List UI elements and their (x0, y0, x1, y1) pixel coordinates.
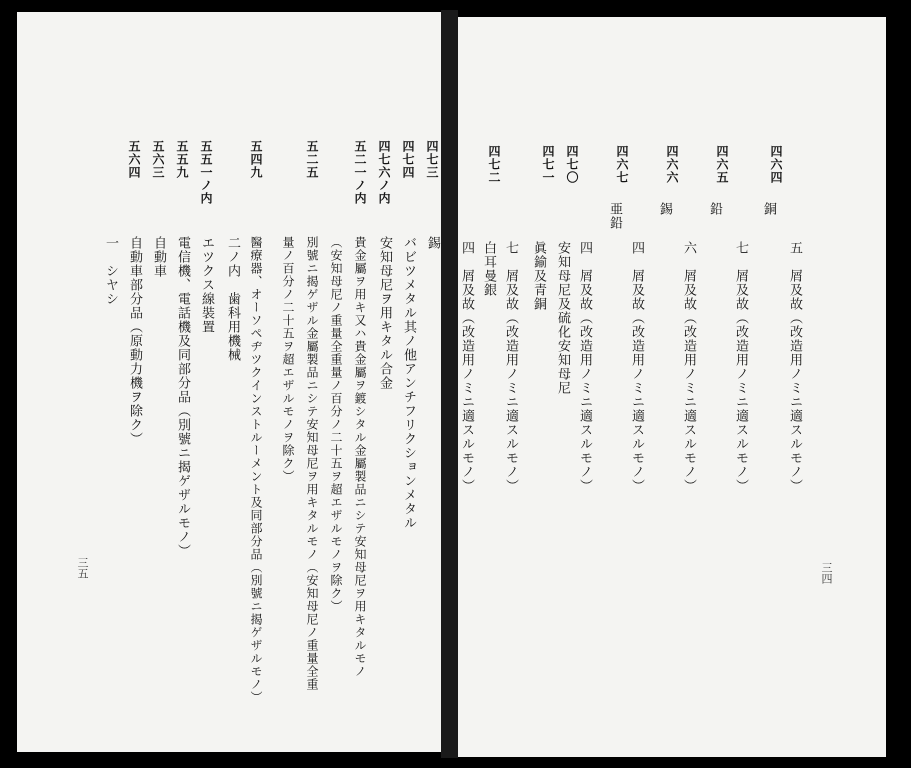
entry-text: 貴金屬ヲ用キ又ハ貴金屬ヲ鍍シタル金屬製品ニシテ安知母尼ヲ用キタルモノ (353, 236, 367, 678)
entry-text: （安知母尼ノ重量全重量ノ百分ノ二十五ヲ超エザルモノヲ除ク） (329, 236, 343, 613)
entry-text: 二ノ内 歯科用機械 (225, 236, 240, 362)
entry-text: 七 屑及故（改造用ノミニ適スルモノ） (733, 241, 748, 493)
entry-number: 四六四 (769, 145, 783, 184)
entry-number: 五四九 (249, 140, 263, 179)
entry-number: 四七六ノ内 (377, 140, 391, 205)
entry-text: 四 屑及故（改造用ノミニ適スルモノ） (629, 241, 644, 493)
entry-text: 銅 (761, 202, 776, 216)
entry-text: 五 屑及故（改造用ノミニ適スルモノ） (787, 241, 802, 493)
entry-number: 四七一 (541, 145, 555, 184)
book-gutter (441, 10, 458, 758)
left-page (17, 12, 441, 752)
page-number: 三五 (76, 557, 89, 579)
entry-text: 一 シヤシ (103, 236, 118, 306)
entry-text: 白耳曼銀 (481, 241, 496, 297)
entry-text: 四 屑及故（改造用ノミニ適スルモノ） (577, 241, 592, 493)
entry-text: 亜鉛 (607, 202, 622, 230)
entry-text: 四 屑及故（改造用ノミニ適スルモノ） (459, 241, 474, 493)
entry-number: 四七二 (487, 145, 501, 184)
entry-text: 錫 (657, 202, 672, 216)
right-page (458, 17, 886, 757)
entry-number: 五二一ノ内 (353, 140, 367, 205)
entry-text: バビツメタル其ノ他アンチフリクションメタル (401, 236, 416, 530)
entry-number: 四六七 (615, 145, 629, 184)
entry-number: 四七四 (401, 140, 415, 179)
entry-number: 五二五 (305, 140, 319, 179)
entry-text: 眞鍮及青銅 (531, 241, 546, 311)
entry-number: 四七〇 (565, 145, 579, 184)
entry-text: 安知母尼及硫化安知母尼 (555, 241, 570, 395)
entry-text: 安知母尼ヲ用キタル合金 (377, 236, 392, 390)
entry-text: 電信機、電話機及同部分品（別號ニ揭ゲザルモノ） (175, 236, 190, 558)
entry-text: 量ノ百分ノ二十五ヲ超エザルモノヲ除ク） (281, 236, 295, 483)
entry-number: 四六五 (715, 145, 729, 184)
entry-number: 五六四 (127, 140, 141, 179)
entry-text: 六 屑及故（改造用ノミニ適スルモノ） (681, 241, 696, 493)
entry-text: 鉛 (707, 202, 722, 216)
entry-number: 五五九 (175, 140, 189, 179)
entry-text: 七 屑及故（改造用ノミニ適スルモノ） (503, 241, 518, 493)
entry-text: 自動車 (151, 236, 166, 278)
page-number: 三四 (820, 562, 833, 584)
entry-number: 五五一ノ内 (199, 140, 213, 205)
entry-text: 自動車部分品（原動力機ヲ除ク） (127, 236, 142, 446)
entry-text: 別號ニ揭ゲザル金屬製品ニシテ安知母尼ヲ用キタルモノ（安知母尼ノ重量全重 (305, 236, 319, 691)
entry-number: 五六三 (151, 140, 165, 179)
entry-text: 錫 (425, 236, 440, 250)
entry-text: エツクス線裝置 (199, 236, 214, 334)
entry-text: 醫療器、オーソペヂツクインストルーメント及同部分品（別號ニ揭ゲザルモノ） (249, 236, 263, 704)
entry-number: 四七三 (425, 140, 439, 179)
entry-number: 四六六 (665, 145, 679, 184)
